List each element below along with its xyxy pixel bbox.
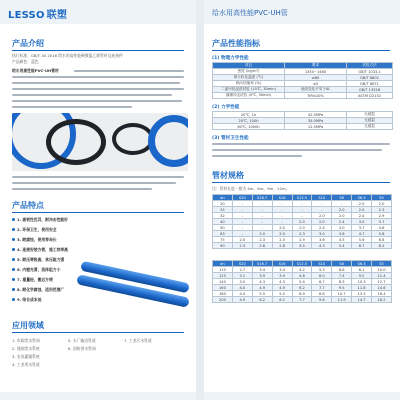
- intro-text-line: [12, 176, 184, 178]
- table-cell: ≤5: [285, 81, 347, 87]
- table-header-cell: S6.3: [352, 261, 372, 267]
- rubber-seal-ring: [46, 119, 106, 165]
- table-cell: 2.3: [372, 207, 392, 213]
- table-header-cell: S12.5: [292, 195, 312, 201]
- application-item: 2. 建筑给水系统: [12, 346, 40, 351]
- table-cell: 6.2: [252, 297, 272, 303]
- feature-bullet: [12, 258, 15, 261]
- table-header-cell: S12.5: [292, 261, 312, 267]
- table-cell: 2.3: [252, 237, 272, 243]
- application-item: 4. 工业用水管道: [12, 362, 40, 367]
- pipe-sizes-table-large: [212, 260, 392, 303]
- intro-divider: [12, 50, 184, 51]
- feature-bullet: [12, 288, 15, 291]
- table-header-cell: S20: [232, 261, 252, 267]
- table-cell: 20℃, 1h: [213, 112, 285, 118]
- table-cell: 3.6: [312, 237, 332, 243]
- table-cell: 4.2: [292, 267, 312, 273]
- table-cell: 200: [213, 297, 233, 303]
- intro-text-line: [12, 76, 184, 78]
- table-header-cell: S16: [272, 261, 292, 267]
- table-cell: 90: [213, 243, 233, 249]
- table-cell: 35.0MPa: [285, 118, 347, 124]
- table-cell: 32: [213, 213, 233, 219]
- table-cell: 纵向回缩率 (%): [213, 81, 285, 87]
- feature-item: 7. 重量轻，搬运方便: [17, 277, 53, 282]
- applications-divider: [12, 332, 184, 333]
- product-title: 给水用高性能PVC-UH管: [212, 9, 288, 17]
- table-header-cell: S5: [372, 261, 392, 267]
- brand-logo-en: LESSO: [8, 10, 45, 21]
- table-cell: 9.5: [332, 285, 352, 291]
- table-cell: 无破裂: [347, 124, 393, 130]
- table-cell: 6.9: [292, 291, 312, 297]
- table-cell: -: [252, 213, 272, 219]
- table-cell: 2.0: [332, 213, 352, 219]
- table-header-cell: S8: [332, 261, 352, 267]
- pipe-end-ring: [148, 115, 188, 167]
- table-cell: 4.9: [232, 297, 252, 303]
- table-header-cell: S16.7: [252, 261, 272, 267]
- table-cell: 7.4: [332, 273, 352, 279]
- specs-divider: [212, 50, 390, 51]
- table-cell: 5.5: [252, 291, 272, 297]
- table-cell: 2.0: [352, 201, 372, 207]
- table-cell: 6.2: [272, 297, 292, 303]
- features-divider: [12, 212, 184, 213]
- table-cell: 4.8: [292, 273, 312, 279]
- page-gutter: [196, 0, 204, 400]
- table-cell: 110: [213, 267, 233, 273]
- table-header-cell: S5: [372, 195, 392, 201]
- table-cell: 42.0MPa: [285, 112, 347, 118]
- table-cell: 2.8: [252, 243, 272, 249]
- feature-item: 4. 连接安装方便，施工效率高: [17, 247, 68, 252]
- feature-item: 1. 高韧性优异，耐冲击性能好: [17, 217, 68, 222]
- table-cell: TIR≤10%: [285, 93, 347, 99]
- table-cell: 2.8: [272, 243, 292, 249]
- feature-bullet: [12, 228, 15, 231]
- table-cell: 2.0: [272, 231, 292, 237]
- table-cell: 5.4: [332, 243, 352, 249]
- table-cell: 3.7: [372, 219, 392, 225]
- table-cell: 2.9: [292, 237, 312, 243]
- table-cell: 5.5: [272, 291, 292, 297]
- table-cell: 密度 (kg/m³): [213, 69, 285, 75]
- table-cell: 2.3: [272, 237, 292, 243]
- table-cell: 75: [213, 237, 233, 243]
- intro-text-line: [74, 70, 184, 72]
- table-cell: 落锤冲击试验 (0℃, 30min): [213, 93, 285, 99]
- table2-title: (2) 力学性能: [212, 105, 240, 110]
- table-cell: -: [232, 213, 252, 219]
- table-cell: 11.8: [352, 285, 372, 291]
- mechanical-properties-table: [212, 111, 393, 130]
- table-cell: 7.7: [312, 285, 332, 291]
- table-cell: -: [252, 219, 272, 225]
- table-cell: 3.0: [332, 225, 352, 231]
- table-cell: 2.4: [352, 213, 372, 219]
- table-cell: 50: [213, 225, 233, 231]
- table-cell: 5.8: [372, 231, 392, 237]
- intro-text-line: [12, 182, 176, 184]
- intro-color: 产品颜色：蓝色: [12, 59, 39, 64]
- table-cell: 2.0: [292, 225, 312, 231]
- table-cell: GB/T 1033.1: [347, 69, 393, 75]
- table-cell: 6.7: [312, 279, 332, 285]
- table-cell: -: [272, 201, 292, 207]
- intro-text-line: [12, 188, 152, 190]
- application-item: 3. 农田灌溉系统: [12, 354, 40, 359]
- table-cell: 10.3: [352, 279, 372, 285]
- table-cell: 3.9: [252, 273, 272, 279]
- table-cell: -: [232, 225, 252, 231]
- table1-title: (1) 物理力学性能: [212, 56, 249, 61]
- table-cell: ASTM D2152: [347, 93, 393, 99]
- physical-properties-table: [212, 62, 393, 99]
- feature-bullet: [12, 268, 15, 271]
- table-header-cell: 试验方法: [347, 63, 393, 69]
- table-cell: 9.6: [312, 297, 332, 303]
- table-cell: 2.0: [312, 219, 332, 225]
- table-cell: 2.0: [252, 231, 272, 237]
- table-cell: 无破裂: [347, 118, 393, 124]
- hygiene-text-line: [212, 149, 382, 151]
- table-cell: -: [272, 213, 292, 219]
- table-cell: 6.2: [292, 285, 312, 291]
- table-cell: 3.7: [352, 225, 372, 231]
- table-cell: GB/T 6671: [347, 81, 393, 87]
- brand-logo-cn: 联塑: [46, 10, 68, 21]
- intro-highlight: 给水用高性能PVC-UH管材: [12, 68, 59, 73]
- table-cell: -: [232, 201, 252, 207]
- feature-bullet: [12, 238, 15, 241]
- feature-item: 6. 内壁光滑，流体阻力小: [17, 267, 61, 272]
- features-title: 产品特点: [12, 201, 44, 210]
- table-cell: 8.3: [332, 279, 352, 285]
- table-cell: 2.3: [292, 231, 312, 237]
- right-footer-strip: [204, 392, 400, 400]
- table-header-cell: S8: [332, 195, 352, 201]
- table-cell: 3.5: [292, 243, 312, 249]
- table-cell: 二氯甲烷浸渍试验 (15℃, 30min): [213, 87, 285, 93]
- table-cell: 5.4: [292, 279, 312, 285]
- table-header-cell: S20: [232, 195, 252, 201]
- table-cell: 3.0: [352, 219, 372, 225]
- table-cell: 14.6: [372, 285, 392, 291]
- table-header-cell: 要求: [285, 63, 347, 69]
- table-cell: 2.7: [232, 267, 252, 273]
- table-cell: GB/T 13526: [347, 87, 393, 93]
- table-cell: 12.7: [372, 279, 392, 285]
- application-item: 7. 工业污水管道: [124, 338, 152, 343]
- table-cell: 2.0: [232, 237, 252, 243]
- table-cell: 6.7: [352, 243, 372, 249]
- table-cell: 2.0: [332, 207, 352, 213]
- sizes-title: 管材规格: [212, 171, 244, 180]
- table-row: [213, 124, 393, 130]
- table-row: [213, 297, 392, 303]
- table-cell: -: [232, 207, 252, 213]
- feature-bullet: [12, 278, 15, 281]
- intro-text-line: [12, 106, 132, 108]
- right-page: [204, 0, 400, 400]
- table-cell: 125: [213, 273, 233, 279]
- table-header-cell: S10: [312, 195, 332, 201]
- table-cell: 2.0: [372, 201, 392, 207]
- table-cell: 5.6: [352, 237, 372, 243]
- table-cell: 2.3: [232, 243, 252, 249]
- table-cell: 表面变化不劣于4L: [285, 87, 347, 93]
- table-cell: 1350~1460: [285, 69, 347, 75]
- table-cell: 8.2: [372, 243, 392, 249]
- table-cell: 4.0: [232, 285, 252, 291]
- table-cell: 160: [213, 285, 233, 291]
- table-cell: 6.6: [332, 267, 352, 273]
- feature-item: 2. 环保卫生，使用安全: [17, 227, 57, 232]
- table-row: [213, 93, 393, 99]
- pipe-ring-photo: [12, 113, 188, 171]
- table-cell: 4.9: [272, 285, 292, 291]
- table3-title: (3) 管材卫生性能: [212, 136, 249, 141]
- table-cell: 4.7: [352, 231, 372, 237]
- table-cell: 维卡软化温度 (℃): [213, 75, 285, 81]
- feature-item: 9. 综合成本低: [17, 297, 42, 302]
- table-cell: 11.9: [332, 297, 352, 303]
- feature-item: 8. 耐化学腐蚀，适用范围广: [17, 287, 65, 292]
- table-header-cell: dn: [213, 195, 233, 201]
- intro-title: 产品介绍: [12, 39, 44, 48]
- feature-item: 5. 耐压等级高，承压能力强: [17, 257, 65, 262]
- table-cell: 2.0: [272, 225, 292, 231]
- table-cell: ≥80: [285, 75, 347, 81]
- table-header-cell: dn: [213, 261, 233, 267]
- table-cell: 3.5: [232, 279, 252, 285]
- table-cell: 180: [213, 291, 233, 297]
- table-cell: 4.3: [252, 279, 272, 285]
- intro-text-line: [12, 82, 180, 84]
- table-cell: 2.4: [332, 219, 352, 225]
- table-cell: 4.9: [252, 285, 272, 291]
- table-cell: 140: [213, 279, 233, 285]
- table-cell: 4.6: [372, 225, 392, 231]
- table-cell: 4.5: [332, 237, 352, 243]
- table-cell: -: [292, 201, 312, 207]
- table-cell: 4.4: [232, 291, 252, 297]
- table-cell: 14.7: [352, 297, 372, 303]
- table-cell: 11.4: [372, 273, 392, 279]
- table-cell: -: [312, 201, 332, 207]
- table-cell: 3.9: [272, 273, 292, 279]
- table-cell: 10.0: [372, 267, 392, 273]
- table-cell: 20℃, 100h: [213, 118, 285, 124]
- table-header-cell: S6.3: [352, 195, 372, 201]
- table-cell: -: [232, 219, 252, 225]
- application-item: 6. 消防供水管网: [68, 346, 96, 351]
- table-cell: 2.0: [352, 207, 372, 213]
- table-cell: -: [252, 201, 272, 207]
- table-cell: 5.3: [312, 267, 332, 273]
- table-cell: -: [292, 207, 312, 213]
- intro-text-line: [12, 100, 182, 102]
- table-cell: 13.3: [352, 291, 372, 297]
- table-cell: GB/T 8802: [347, 75, 393, 81]
- table-header-cell: S16: [272, 195, 292, 201]
- table-cell: 8.1: [352, 267, 372, 273]
- feature-bullet: [12, 298, 15, 301]
- application-item: 1. 市政给水管网: [12, 338, 40, 343]
- table-cell: 3.4: [272, 267, 292, 273]
- sizes-divider: [212, 182, 390, 183]
- table-cell: 3.4: [252, 267, 272, 273]
- intro-text-line: [12, 94, 172, 96]
- table-cell: 6.8: [372, 237, 392, 243]
- table-cell: 3.0: [312, 231, 332, 237]
- table-cell: 8.6: [312, 291, 332, 297]
- table-header-cell: S10: [312, 261, 332, 267]
- table-cell: 60℃, 1000h: [213, 124, 285, 130]
- table-cell: 无破裂: [347, 112, 393, 118]
- table-cell: -: [252, 207, 272, 213]
- brand-logo: [8, 6, 67, 21]
- pipe-sizes-table-small: [212, 194, 392, 249]
- table-cell: 25: [213, 207, 233, 213]
- table-cell: -: [312, 207, 332, 213]
- feature-item: 3. 耐腐蚀，使用寿命长: [17, 237, 57, 242]
- table-cell: 40: [213, 219, 233, 225]
- table-cell: 2.0: [312, 213, 332, 219]
- hygiene-text-line: [212, 143, 390, 145]
- table-cell: -: [332, 201, 352, 207]
- table-cell: 18.2: [372, 297, 392, 303]
- table-cell: -: [272, 207, 292, 213]
- table-cell: 10.7: [332, 291, 352, 297]
- table-cell: 4.3: [272, 279, 292, 285]
- table-cell: 16.4: [372, 291, 392, 297]
- table-cell: 2.4: [312, 225, 332, 231]
- hygiene-text-line: [212, 155, 302, 157]
- table-cell: 2.9: [372, 213, 392, 219]
- left-footer-strip: [0, 392, 196, 400]
- table-cell: 2.0: [292, 219, 312, 225]
- table-cell: 63: [213, 231, 233, 237]
- table-cell: -: [232, 231, 252, 237]
- feature-bullet: [12, 218, 15, 221]
- table-cell: 6.0: [312, 273, 332, 279]
- left-page: [0, 0, 196, 400]
- table-cell: 3.1: [232, 273, 252, 279]
- application-item: 5. 水厂输送管道: [68, 338, 96, 343]
- table-header-cell: S16.7: [252, 195, 272, 201]
- table-header-cell: 项目: [213, 63, 285, 69]
- feature-bullet: [12, 248, 15, 251]
- sizes-note: 注：管材长度一般为 4m、6m、9m、12m。: [212, 186, 290, 191]
- table-cell: 3.8: [332, 231, 352, 237]
- blue-pipes-photo: [76, 250, 192, 320]
- table-cell: 9.2: [352, 273, 372, 279]
- table-cell: 12.5MPa: [285, 124, 347, 130]
- table-cell: -: [272, 219, 292, 225]
- table-row: [213, 243, 392, 249]
- intro-text-line: [12, 88, 184, 90]
- table-cell: -: [252, 225, 272, 231]
- table-cell: 7.7: [292, 297, 312, 303]
- table-cell: 4.3: [312, 243, 332, 249]
- intro-standard: 执行标准：GB/T 40 2016 给水用高性能硬聚氯乙烯管材及连接件: [12, 53, 123, 58]
- table-cell: 20: [213, 201, 233, 207]
- applications-title: 应用领域: [12, 321, 44, 330]
- table-cell: -: [292, 213, 312, 219]
- specs-title: 产品性能指标: [212, 39, 260, 48]
